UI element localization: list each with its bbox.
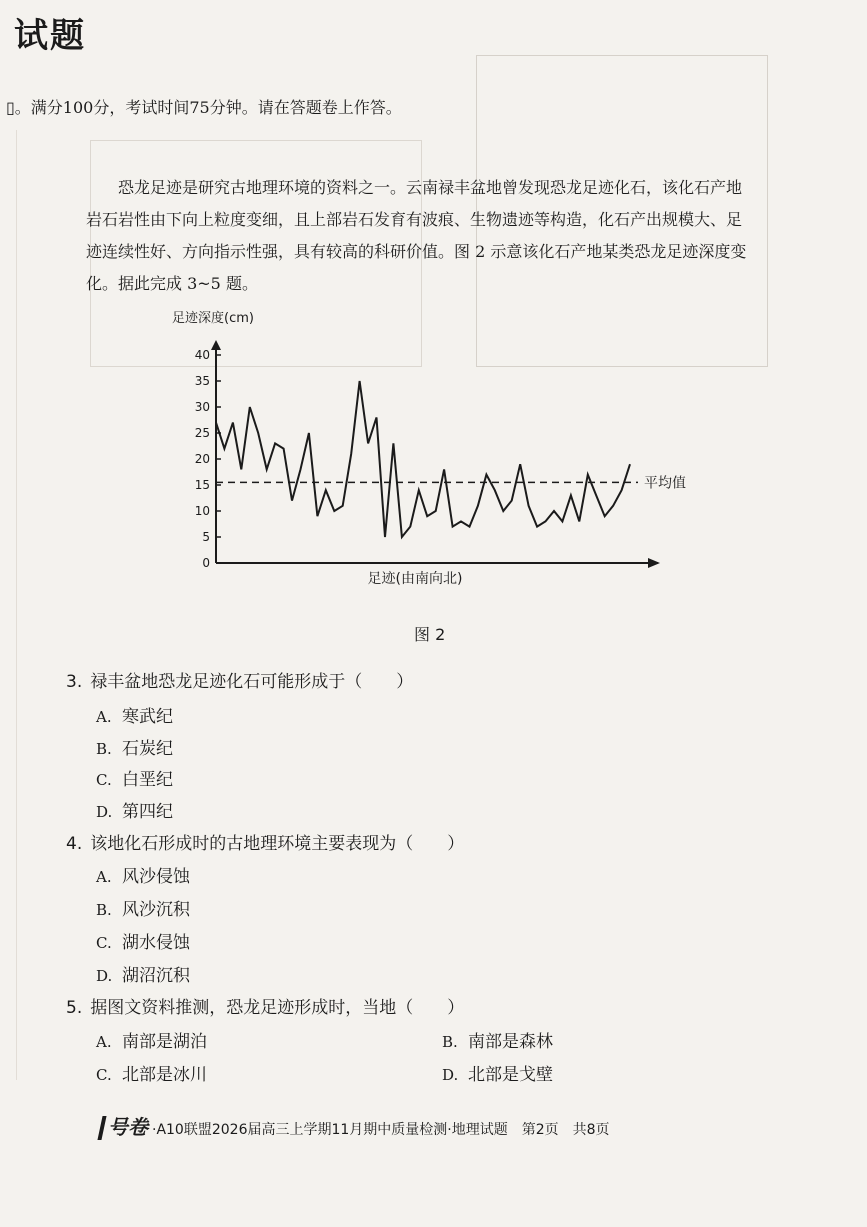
y-tick-label: 35 xyxy=(194,374,210,388)
option-4d: D. 湖沼沉积 xyxy=(96,966,190,986)
question-number: 5. xyxy=(66,998,83,1018)
question-4 xyxy=(66,829,464,854)
option-5d: D. 北部是戈壁 xyxy=(442,1065,553,1085)
figure-caption: 图 2 xyxy=(414,625,446,644)
y-axis-label: 足迹深度(cm) xyxy=(172,311,254,326)
chart-axes xyxy=(211,340,660,568)
passage-line: 岩石岩性由下向上粒度变细，且上部岩石发育有波痕、生物遗迹等构造，化石产出规模大、足 xyxy=(86,210,743,229)
average-label: 平均值 xyxy=(644,475,686,492)
passage-line: 恐龙足迹是研究古地理环境的资料之一。云南禄丰盆地曾发现恐龙足迹化石，该化石产地 xyxy=(118,178,743,197)
brand-logo: 号卷 xyxy=(108,1115,148,1139)
option-3a: A. 寒武纪 xyxy=(96,707,173,727)
option-3d: D. 第四纪 xyxy=(96,802,173,822)
brand-mark-icon xyxy=(97,1116,106,1140)
question-text: 据图文资料推测，恐龙足迹形成时，当地（ ） xyxy=(90,998,465,1018)
option-4b: B. 风沙沉积 xyxy=(96,900,190,920)
y-axis-arrow-icon xyxy=(211,340,221,350)
question-text: 该地化石形成时的古地理环境主要表现为（ ） xyxy=(90,834,465,854)
y-tick-label: 15 xyxy=(194,478,210,492)
option-4a: A. 风沙侵蚀 xyxy=(96,867,190,887)
x-axis-arrow-icon xyxy=(648,558,660,568)
question-number: 3. xyxy=(66,672,83,692)
passage-line: 化。据此完成 3~5 题。 xyxy=(86,274,258,293)
question-text: 禄丰盆地恐龙足迹化石可能形成于（ ） xyxy=(90,672,414,692)
y-tick-label: 0 xyxy=(202,556,210,570)
question-3 xyxy=(66,667,413,692)
reading-passage xyxy=(86,172,786,300)
footer-text: ·A10联盟2026届高三上学期11月期中质量检测·地理试题 第2页 共8页 xyxy=(152,1122,610,1138)
footprint-depth-chart xyxy=(150,300,710,600)
passage-line: 迹连续性好、方向指示性强，具有较高的科研价值。图 2 示意该化石产地某类恐龙足迹深度变 xyxy=(86,242,747,261)
option-5b: B. 南部是森林 xyxy=(442,1032,553,1052)
exam-notice: ▯。满分100分，考试时间75分钟。请在答题卷上作答。 xyxy=(6,98,402,117)
page-edge-shadow xyxy=(16,130,17,1080)
question-number: 4. xyxy=(66,834,83,854)
y-tick-label: 5 xyxy=(202,530,210,544)
depth-series-line xyxy=(216,381,630,537)
y-tick-label: 20 xyxy=(194,452,210,466)
option-4c: C. 湖水侵蚀 xyxy=(96,933,190,953)
page-footer xyxy=(100,1111,610,1140)
option-3b: B. 石炭纪 xyxy=(96,739,173,759)
option-5a: A. 南部是湖泊 xyxy=(96,1032,207,1052)
y-tick-label: 40 xyxy=(194,348,210,362)
option-3c: C. 白垩纪 xyxy=(96,770,173,790)
y-tick-label: 25 xyxy=(194,426,210,440)
average-line-group xyxy=(216,474,686,491)
y-tick-label: 30 xyxy=(194,400,210,414)
question-5 xyxy=(66,993,464,1018)
page-title: 试题 xyxy=(14,16,86,56)
option-5c: C. 北部是冰川 xyxy=(96,1065,207,1085)
series-group xyxy=(216,381,630,537)
y-tick-label: 10 xyxy=(194,504,210,518)
x-axis-label: 足迹(由南向北) xyxy=(367,571,463,587)
y-ticks xyxy=(195,348,221,570)
